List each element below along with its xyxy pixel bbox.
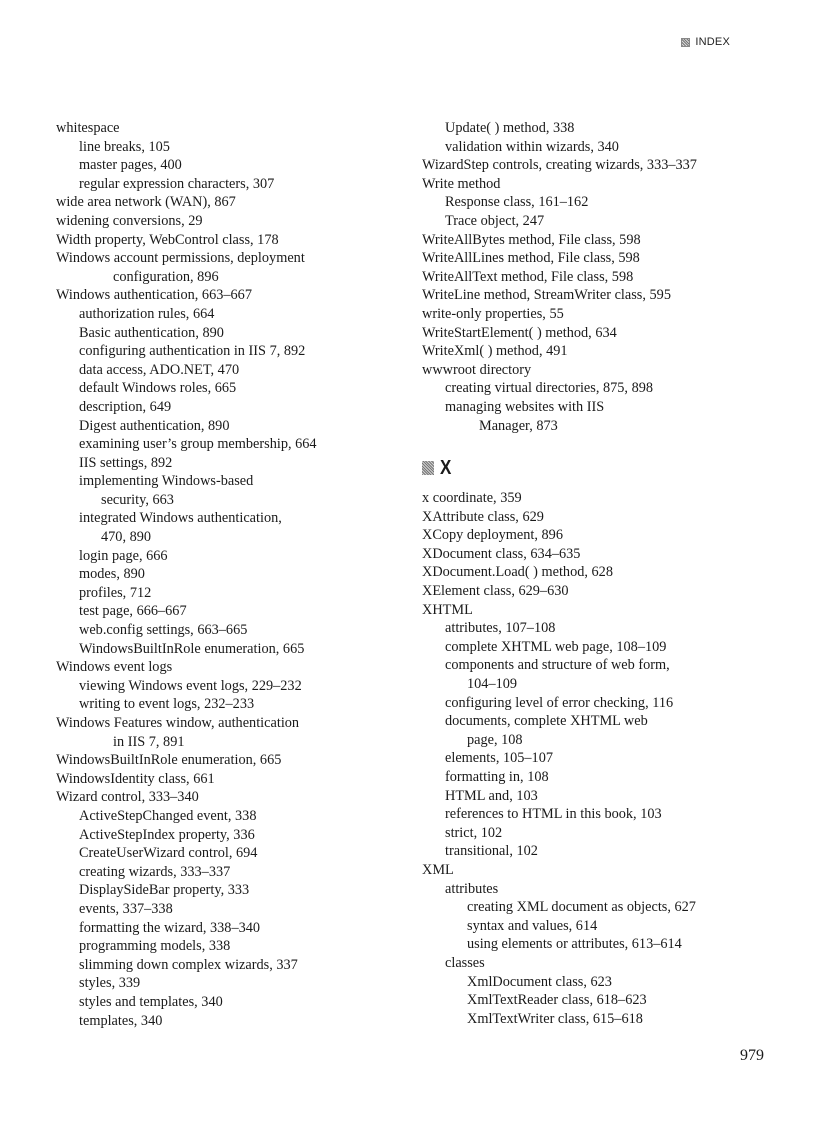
index-subentry: 470, 890 — [101, 529, 152, 546]
index-entry: WriteAllLines method, File class, 598 — [422, 250, 640, 267]
section-heading-x — [422, 455, 752, 481]
index-subentry: events, 337–338 — [79, 900, 173, 917]
index-subentry: formatting the wizard, 338–340 — [79, 919, 261, 936]
section-letter: X — [440, 456, 452, 479]
index-entry: Windows account permissions, deployment — [56, 250, 305, 267]
index-subentry: examining user’s group membership, 664 — [79, 436, 317, 453]
index-subentry: templates, 340 — [79, 1012, 163, 1029]
index-subentry: transitional, 102 — [445, 843, 538, 860]
index-entry: write-only properties, 55 — [422, 305, 564, 322]
index-subentry: viewing Windows event logs, 229–232 — [79, 677, 302, 694]
index-subentry: components and structure of web form, — [445, 657, 670, 674]
index-subentry: complete XHTML web page, 108–109 — [445, 638, 667, 655]
index-subentry: configuration, 896 — [113, 268, 219, 285]
index-subentry: CreateUserWizard control, 694 — [79, 845, 258, 862]
index-entry: XDocument.Load( ) method, 628 — [422, 564, 613, 581]
index-entry: Write method — [422, 175, 501, 192]
index-subentry: test page, 666–667 — [79, 603, 187, 620]
header-label: INDEX — [695, 36, 730, 48]
index-subentry: IIS settings, 892 — [79, 454, 173, 471]
index-subentry: XmlTextReader class, 618–623 — [467, 992, 647, 1009]
running-header — [681, 36, 730, 48]
index-subentry: line breaks, 105 — [79, 138, 170, 155]
index-subentry: profiles, 712 — [79, 584, 152, 601]
index-subentry: slimming down complex wizards, 337 — [79, 956, 298, 973]
index-entry: Wizard control, 333–340 — [56, 789, 199, 806]
index-entry: WriteAllText method, File class, 598 — [422, 268, 634, 285]
index-subentry: attributes — [445, 880, 499, 897]
index-subentry: Response class, 161–162 — [445, 194, 589, 211]
index-subentry: ActiveStepIndex property, 336 — [79, 826, 255, 843]
index-subentry: formatting in, 108 — [445, 769, 549, 785]
index-subentry: 104–109 — [467, 676, 518, 693]
index-subentry: creating virtual directories, 875, 898 — [445, 380, 654, 397]
index-subentry: authorization rules, 664 — [79, 305, 215, 322]
index-entry: WindowsIdentity class, 661 — [56, 770, 215, 787]
index-subentry: configuring authentication in IIS 7, 892 — [79, 343, 306, 360]
index-subentry: WindowsBuiltInRole enumeration, 665 — [79, 640, 305, 657]
index-entry: XHTML — [422, 601, 473, 618]
index-subentry: regular expression characters, 307 — [79, 175, 275, 192]
index-subentry: syntax and values, 614 — [467, 917, 598, 934]
index-entry: whitespace — [56, 120, 120, 136]
index-entry: Width property, WebControl class, 178 — [56, 231, 279, 248]
index-subentry: description, 649 — [79, 398, 172, 415]
index-entry: WriteAllBytes method, File class, 598 — [422, 231, 641, 248]
index-subentry: master pages, 400 — [79, 157, 182, 174]
index-subentry: styles, 339 — [79, 975, 141, 992]
index-subentry: Manager, 873 — [479, 417, 558, 434]
index-subentry: attributes, 107–108 — [445, 620, 556, 637]
index-subentry: implementing Windows-based — [79, 473, 254, 490]
index-entry: WriteStartElement( ) method, 634 — [422, 324, 617, 341]
section-square-icon — [422, 461, 434, 475]
index-entry: Windows event logs — [56, 659, 173, 676]
index-subentry: managing websites with IIS — [445, 398, 605, 415]
index-entry: widening conversions, 29 — [56, 212, 203, 229]
index-subentry: web.config settings, 663–665 — [79, 622, 248, 639]
index-entry: WriteXml( ) method, 491 — [422, 343, 568, 360]
index-column-right — [422, 119, 752, 1028]
index-entry: x coordinate, 359 — [422, 490, 522, 507]
index-subentry: Digest authentication, 890 — [79, 417, 230, 434]
index-subentry: classes — [445, 954, 485, 971]
index-entry: WindowsBuiltInRole enumeration, 665 — [56, 752, 282, 769]
index-subentry: documents, complete XHTML web — [445, 713, 648, 730]
index-entry: XAttribute class, 629 — [422, 508, 544, 525]
index-subentry: validation within wizards, 340 — [445, 138, 619, 155]
index-entry: XML — [422, 861, 454, 878]
index-subentry: DisplaySideBar property, 333 — [79, 882, 250, 899]
index-subentry: writing to event logs, 232–233 — [79, 696, 255, 713]
index-subentry: elements, 105–107 — [445, 750, 554, 767]
index-subentry: integrated Windows authentication, — [79, 510, 282, 527]
index-subentry: HTML and, 103 — [445, 787, 538, 804]
index-subentry: in IIS 7, 891 — [113, 733, 185, 750]
index-subentry: using elements or attributes, 613–614 — [467, 936, 682, 953]
index-subentry: programming models, 338 — [79, 938, 231, 955]
index-subentry: modes, 890 — [79, 566, 145, 583]
index-entry: wwwroot directory — [422, 361, 532, 378]
index-subentry: creating wizards, 333–337 — [79, 863, 231, 880]
index-entry: Windows Features window, authentication — [56, 715, 300, 731]
index-subentry: configuring level of error checking, 116 — [445, 694, 674, 711]
index-x-entries — [422, 489, 752, 1028]
index-subentry: styles and templates, 340 — [79, 993, 223, 1010]
index-subentry: strict, 102 — [445, 824, 503, 841]
index-entry: wide area network (WAN), 867 — [56, 194, 236, 211]
index-subentry: security, 663 — [101, 491, 174, 508]
index-subentry: references to HTML in this book, 103 — [445, 806, 662, 823]
index-w-continued — [422, 119, 752, 435]
header-square-icon — [681, 38, 690, 47]
index-subentry: Update( ) method, 338 — [445, 120, 575, 136]
index-subentry: data access, ADO.NET, 470 — [79, 361, 240, 378]
index-entry: XCopy deployment, 896 — [422, 527, 563, 544]
page-number: 979 — [740, 1047, 764, 1064]
index-entry: WizardStep controls, creating wizards, 333–337 — [422, 157, 697, 174]
index-subentry: XmlTextWriter class, 615–618 — [467, 1010, 643, 1027]
index-subentry: ActiveStepChanged event, 338 — [79, 807, 257, 824]
index-entry: WriteLine method, StreamWriter class, 595 — [422, 287, 671, 304]
index-entry: XDocument class, 634–635 — [422, 545, 581, 562]
index-column-left — [56, 119, 386, 1030]
index-subentry: creating XML document as objects, 627 — [467, 899, 696, 916]
index-entry: XElement class, 629–630 — [422, 583, 569, 600]
index-subentry: login page, 666 — [79, 547, 168, 564]
index-subentry: Basic authentication, 890 — [79, 324, 224, 341]
index-subentry: page, 108 — [467, 731, 523, 748]
index-entry: Windows authentication, 663–667 — [56, 287, 252, 304]
index-subentry: XmlDocument class, 623 — [467, 973, 612, 990]
index-subentry: Trace object, 247 — [445, 212, 545, 229]
index-subentry: default Windows roles, 665 — [79, 380, 237, 397]
